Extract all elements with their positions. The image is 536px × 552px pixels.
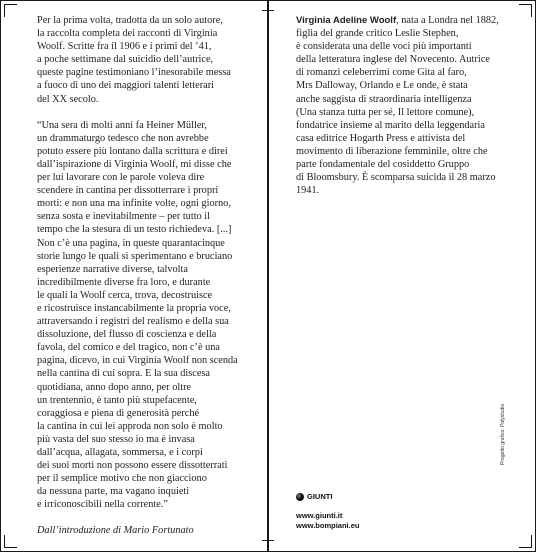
crop-mark-bottom-right bbox=[519, 535, 532, 548]
fold-mark-top bbox=[262, 10, 274, 11]
quote-source: Dall’introduzione di Mario Fortunato bbox=[37, 525, 194, 537]
crop-mark-top-right bbox=[519, 4, 532, 17]
publisher-url-giunti[interactable]: www.giunti.it bbox=[296, 511, 343, 520]
fold-line bbox=[267, 0, 269, 552]
crop-mark-bottom-left bbox=[4, 535, 17, 548]
intro-paragraph: Per la prima volta, tradotta da un solo autore, la raccolta completa dei racconti di Virginia Woolf. Scritte fra il 1906 e i primi del ’41, a poche settimane dal suicidio dell’autrice, queste pagine testimoniano l’inesorabile messa a fuoco di uno dei maggiori talenti letterari del XX secolo. bbox=[37, 15, 231, 105]
right-flap-column bbox=[296, 14, 518, 197]
publisher-url-bompiani[interactable]: www.bompiani.eu bbox=[296, 521, 360, 530]
giunti-logo-icon bbox=[296, 493, 304, 501]
author-bio: figlia del grande critico Leslie Stephen, è considerata una delle voci più importanti della letteratura inglese del Novecento. Autrice di romanzi celeberrimi come Gita al faro, Mrs Dalloway, Orlando e Le onde, è stata anche saggista di straordinaria intelligenza (Una stanza tutta per sé, Il lettore comune), fondatrice insieme al marito della leggendaria casa editrice Hogarth Press e attivista del movimento di liberazione femminile, oltre che parte fondamentale del cosiddetto Gruppo di Bloomsbury. È scomparsa suicida il 28 marzo 1941. bbox=[296, 28, 496, 197]
publisher-urls bbox=[296, 511, 359, 531]
introduction-quote: “Una sera di molti anni fa Heiner Müller, un drammaturgo tedesco che non avrebbe potuto essere più lontano dalla scrittura e direi dall’ispirazione di Virginia Woolf, mi disse che per lui lavorare con le parole voleva dire scendere in cantina per dissotterrare i propri morti: e non una ma infinite volte, ogni giorno, senza sosta e inevitabilmente – per tutto il tempo che la stesura di un testo richiedeva. [...] Non c’è una pagina, in queste quarantacinque storie lungo le quali si sperimentano e bruciano esperienze narrative diverse, talvolta incredibilmente diverse fra loro, e durante le quali la Woolf cerca, trova, decostruisce e ricostruisce instancabilmente la propria voce, attraversando i registri del realismo e della sua dissoluzione, del flusso di coscienza e della favola, del comico e del tragico, non c’è una pagina, dicevo, in cui Virginia Woolf non scenda nella cantina di cui sopra. E la sua discesa quotidiana, anno dopo anno, per oltre un trentennio, è tanto più stupefacente, coraggiosa e piena di generosità perché la cantina in cui lei approda non solo è molto più vasta del suo stesso io ma è invasa dall’acqua, allagata, sommersa, e i corpi dei suoi morti non possono essere dissotterrati per il semplice motivo che non giacciono da nessuna parte, ma vagano inquieti e irriconoscibili nella corrente.” bbox=[37, 119, 238, 511]
author-name: Virginia Adeline Woolf bbox=[296, 15, 397, 26]
left-flap-column bbox=[37, 14, 261, 538]
fold-mark-bottom bbox=[262, 540, 274, 541]
publisher-logo bbox=[296, 492, 332, 501]
publisher-logo-text: GIUNTI bbox=[307, 492, 333, 501]
author-bio-lead: , nata a Londra nel 1882, bbox=[396, 15, 499, 26]
author-bio-first-line bbox=[296, 14, 518, 27]
crop-mark-top-left bbox=[4, 4, 17, 17]
design-credit: Progetto grafico: Polystudio bbox=[500, 403, 506, 465]
